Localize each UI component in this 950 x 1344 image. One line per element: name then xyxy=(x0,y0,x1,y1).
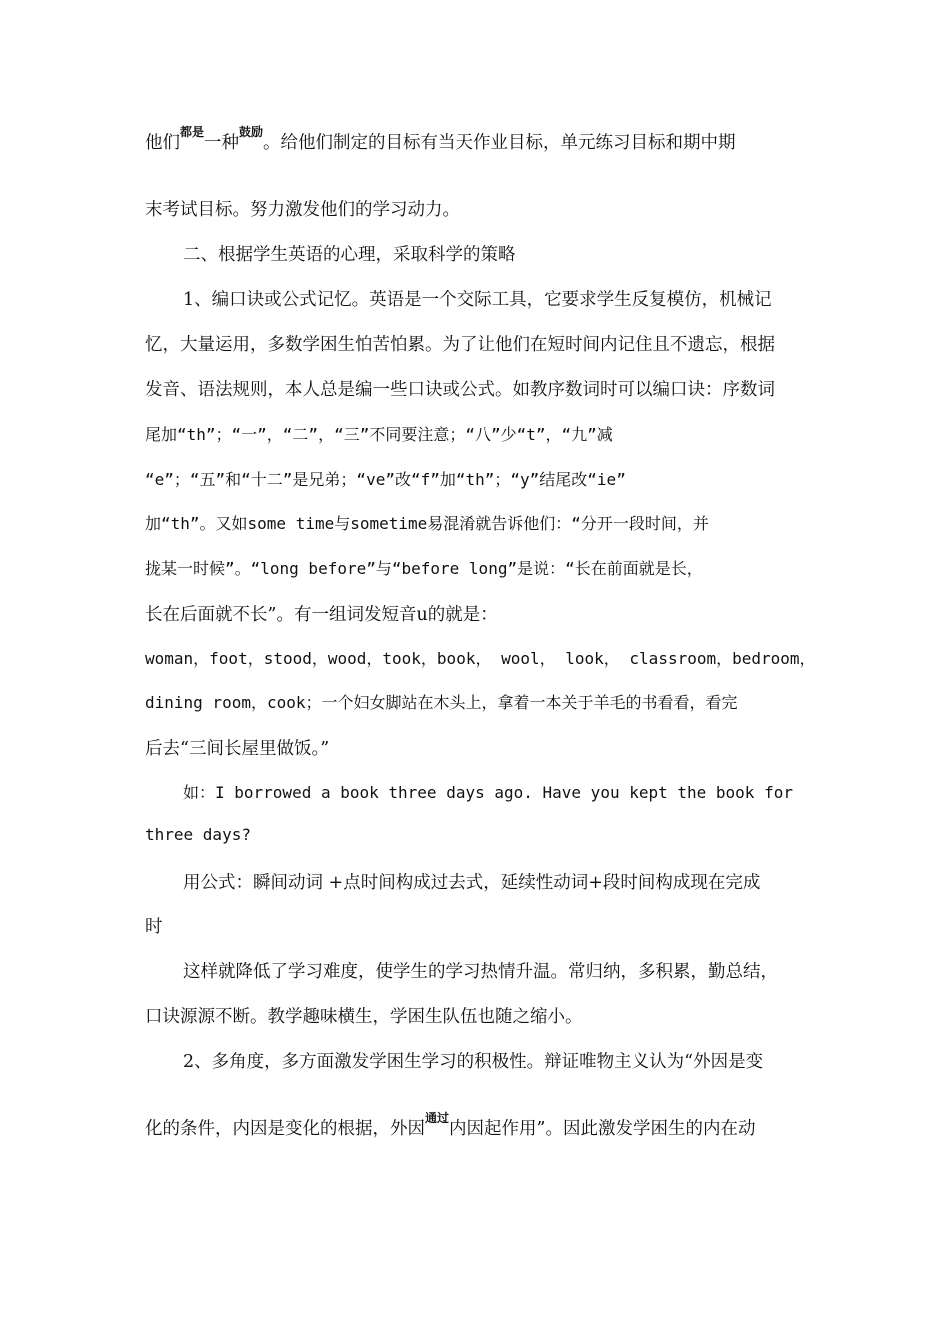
text-span: 内因起作用”。因此激发学困生的内在动 xyxy=(449,1119,756,1139)
text-span: 。给他们制定的目标有当天作业目标，单元练习目标和期中期 xyxy=(263,133,736,153)
text-span: 他们 xyxy=(145,133,180,153)
paragraph-line: 拢某一时候”。“long before”与“before long”是说：“长在前面就是长， xyxy=(145,559,703,578)
paragraph-line: woman，foot，stood，wood，took，book， wool， look， classroom，bedroom， xyxy=(145,649,816,668)
paragraph-line xyxy=(145,125,736,154)
superscript-annotation: 鼓励 xyxy=(239,125,264,139)
paragraph-line: 后去“三间长屋里做饭。” xyxy=(145,739,330,759)
example-line: three days? xyxy=(145,825,251,844)
text-span: 化的条件，内因是变化的根据，外因 xyxy=(145,1119,425,1139)
paragraph-line: 口诀源源不断。教学趣味横生，学困生队伍也随之缩小。 xyxy=(145,1007,583,1027)
paragraph-line: 1、编口诀或公式记忆。英语是一个交际工具，它要求学生反复模仿，机械记 xyxy=(183,290,772,310)
paragraph-line xyxy=(145,1111,756,1140)
superscript-annotation: 通过 xyxy=(425,1111,450,1125)
formula-line: 用公式：瞬间动词 +点时间构成过去式，延续性动词+段时间构成现在完成 xyxy=(183,873,761,893)
paragraph-line: 忆，大量运用，多数学困生怕苦怕累。为了让他们在短时间内记住且不遗忘，根据 xyxy=(145,335,775,355)
paragraph-line: “e”；“五”和“十二”是兄弟；“ve”改“f”加“th”；“y”结尾改“ie” xyxy=(145,470,626,489)
paragraph-line: 尾加“th”；“一”，“二”，“三”不同要注意；“八”少“t”，“九”减 xyxy=(145,425,613,444)
text-span: 一种 xyxy=(204,133,240,153)
paragraph-line: 2、多角度，多方面激发学困生学习的积极性。辩证唯物主义认为“外因是变 xyxy=(183,1052,764,1072)
superscript-annotation: 都是 xyxy=(180,125,205,139)
paragraph-line: 这样就降低了学习难度，使学生的学习热情升温。常归纳，多积累，勤总结， xyxy=(183,962,778,982)
formula-line: 时 xyxy=(145,917,163,937)
paragraph-line: 长在后面就不长”。有一组词发短音u的就是： xyxy=(145,605,498,625)
paragraph-line: 末考试目标。努力激发他们的学习动力。 xyxy=(145,200,460,220)
paragraph-line: dining room，cook；一个妇女脚站在木头上，拿着一本关于羊毛的书看看，看完 xyxy=(145,693,738,712)
example-line: 如：I borrowed a book three days ago. Have you kept the book for xyxy=(183,783,793,802)
section-heading: 二、根据学生英语的心理，采取科学的策略 xyxy=(183,245,516,265)
paragraph-line: 发音、语法规则，本人总是编一些口诀或公式。如教序数词时可以编口诀：序数词 xyxy=(145,380,775,400)
paragraph-line: 加“th”。又如some time与sometime易混淆就告诉他们：“分开一段时间，并 xyxy=(145,514,709,533)
